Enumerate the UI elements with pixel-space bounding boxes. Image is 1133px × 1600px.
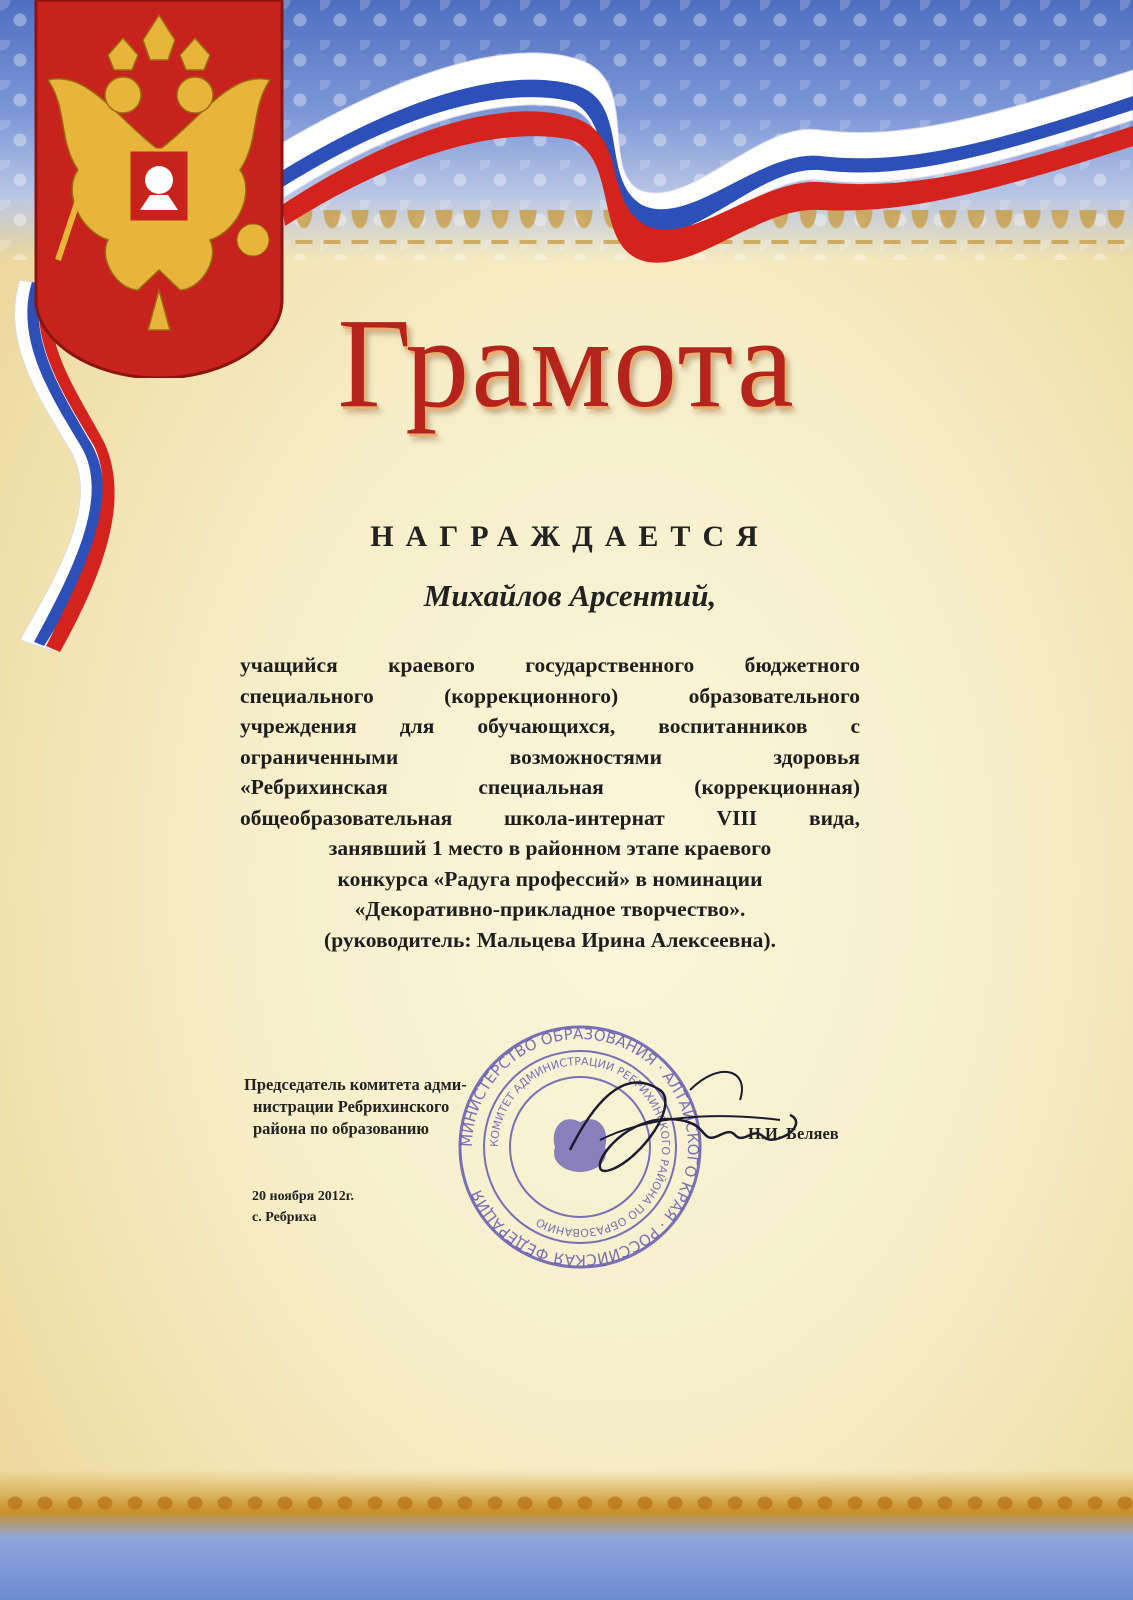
award-description <box>240 650 860 955</box>
description-line: учреждения для обучающихся, воспитанников с <box>240 714 860 738</box>
recipient-name: Михайлов Арсентий, <box>423 578 717 613</box>
issue-date: 20 ноября 2012г. <box>252 1189 355 1204</box>
issue-place: с. Ребриха <box>252 1210 317 1225</box>
stamp-outer-text: МИНИСТЕРСТВО ОБРАЗОВАНИЯ · АЛТАЙСКОГО КРАЯ · РОССИЙСКАЯ ФЕДЕРАЦИЯ <box>457 1024 703 1270</box>
description-line: общеобразовательная школа-интернат VIII вида, <box>240 805 860 830</box>
description-line: занявший 1 место в районном этапе краевого <box>328 836 772 860</box>
description-line: (руководитель: Мальцева Ирина Алексеевна). <box>324 927 776 952</box>
award-heading: НАГРАЖДАЕТСЯ <box>370 520 770 553</box>
signatory-name: Н.И. Беляев <box>748 1124 839 1143</box>
signatory-line: района по образованию <box>253 1119 430 1138</box>
signatory-line: нистрации Ребрихинского <box>253 1097 450 1116</box>
description-line: специального (коррекционного) образовательного <box>240 683 860 708</box>
description-line: «Ребрихинская специальная (коррекционная) <box>240 775 860 799</box>
signatory-line: Председатель комитета адми- <box>244 1075 467 1094</box>
issue-date-place <box>252 1186 354 1228</box>
description-line: конкурса «Радуга профессий» в номинации <box>337 866 763 891</box>
description-line: ограниченными возможностями здоровья <box>240 744 860 769</box>
description-line: «Декоративно-прикладное творчество». <box>354 897 746 921</box>
decorative-bottom-band <box>0 1470 1133 1600</box>
stamp-inner-text: КОМИТЕТ АДМИНИСТРАЦИИ РЕБРИХИНСКОГО РАЙОНА ПО ОБРАЗОВАНИЮ <box>487 1054 673 1240</box>
certificate-title: Грамота <box>337 292 796 434</box>
description-line: учащийся краевого государственного бюджетного <box>240 653 860 677</box>
